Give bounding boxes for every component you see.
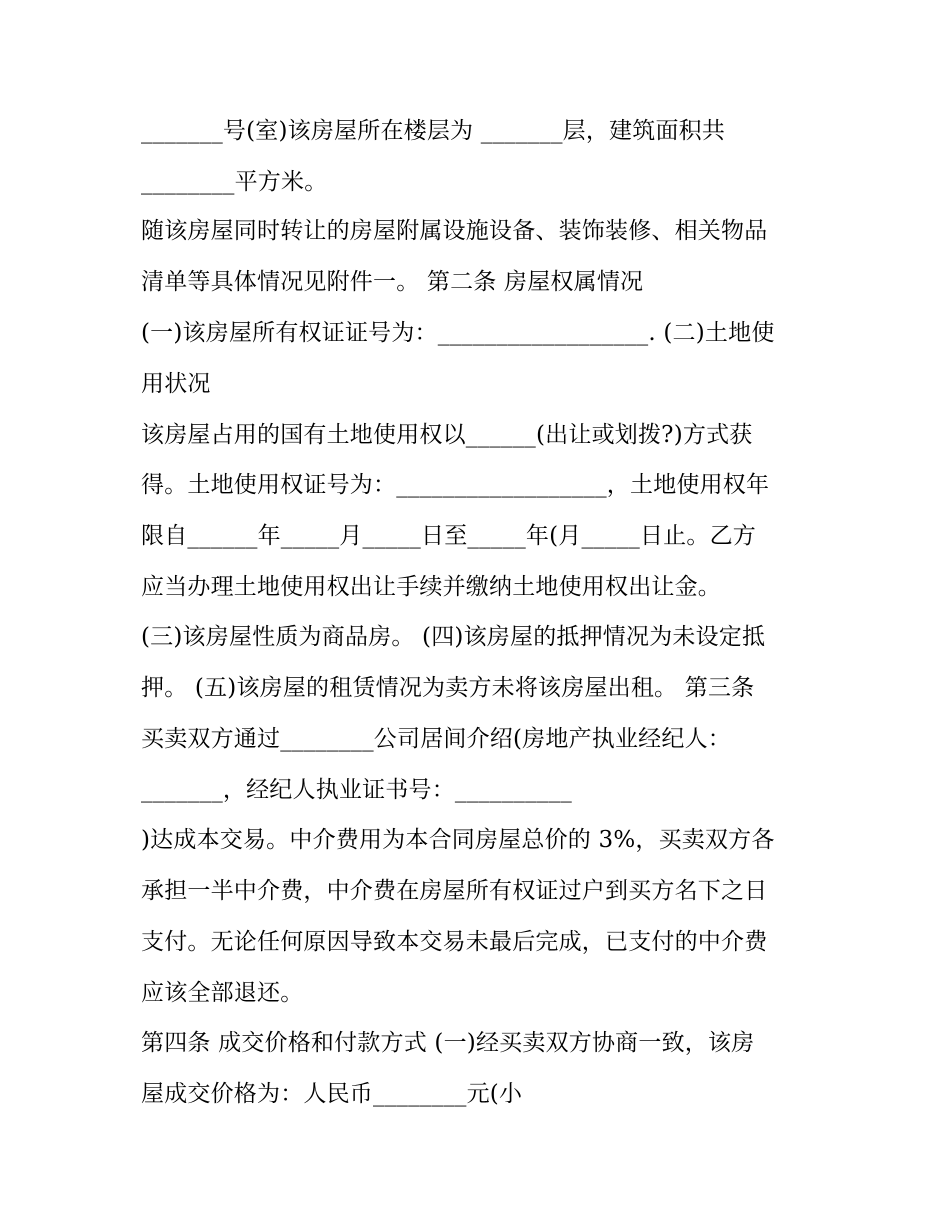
- text-line-11: (三)该房屋性质为商品房。 (四)该房屋的抵押情况为未设定抵: [141, 624, 766, 650]
- text-line-5: (一)该房屋所有权证证号为：__________________. (二)土地使: [141, 320, 775, 346]
- text-line-2: ________平方米。: [141, 169, 328, 195]
- text-line-20: 屋成交价格为：人民币________元(小: [141, 1081, 523, 1107]
- text-line-13: 买卖双方通过________公司居间介绍(房地产执业经纪人：: [141, 726, 731, 752]
- text-line-15: )达成本交易。中介费用为本合同房屋总价的 3%，买卖双方各: [141, 827, 775, 853]
- text-line-4: 清单等具体情况见附件一。 第二条 房屋权属情况: [141, 269, 644, 295]
- text-line-18: 应该全部退还。: [141, 980, 304, 1006]
- text-line-7: 该房屋占用的国有土地使用权以______(出让或划拨?)方式获: [141, 422, 753, 448]
- text-line-6: 用状况: [141, 371, 211, 397]
- text-line-17: 支付。无论任何原因导致本交易未最后完成，已支付的中介费: [141, 929, 768, 955]
- text-line-19: 第四条 成交价格和付款方式 (一)经买卖双方协商一致，该房: [141, 1030, 755, 1056]
- text-line-16: 承担一半中介费，中介费在房屋所有权证过户到买方名下之日: [141, 878, 768, 904]
- text-line-1: _______号(室)该房屋所在楼层为 _______层，建筑面积共: [141, 118, 726, 144]
- text-line-10: 应当办理土地使用权出让手续并缴纳土地使用权出让金。: [141, 574, 721, 600]
- text-line-14: _______，经纪人执业证书号：__________: [141, 777, 572, 803]
- text-line-9: 限自______年_____月_____日至_____年(月_____日止。乙方: [141, 523, 756, 549]
- text-line-12: 押。 (五)该房屋的租赁情况为卖方未将该房屋出租。 第三条: [141, 675, 755, 701]
- text-line-3: 随该房屋同时转让的房屋附属设施设备、装饰装修、相关物品: [141, 218, 768, 244]
- text-line-8: 得。土地使用权证号为：__________________，土地使用权年: [141, 472, 770, 498]
